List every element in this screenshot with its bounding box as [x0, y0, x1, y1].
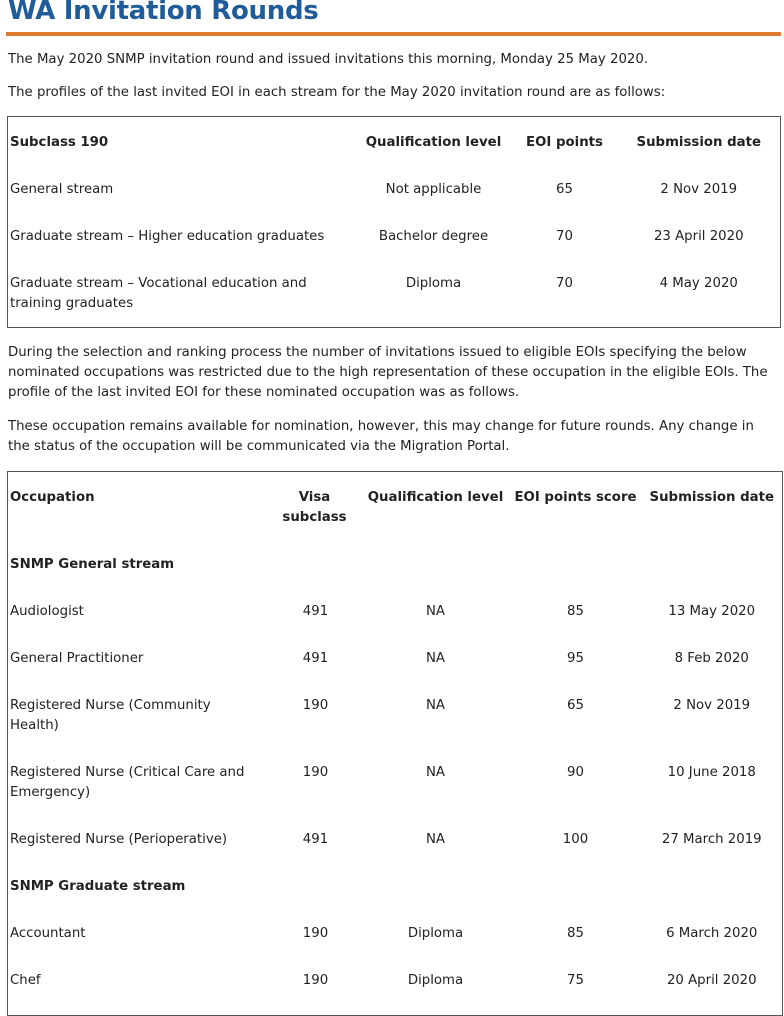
occupation-cell: Audiologist: [10, 603, 84, 619]
qualification-cell: Diploma: [407, 925, 464, 941]
visa-cell: 190: [302, 925, 329, 941]
intro-paragraph-2: The profiles of the last invited EOI in each stream for the May 2020 invitation round are as follows:: [8, 85, 666, 100]
qualification-cell: NA: [425, 603, 446, 619]
points-cell: 95: [567, 650, 584, 666]
points-cell: 65: [567, 697, 584, 713]
col-header-subclass: Subclass 190: [10, 135, 109, 150]
occupation-cell: Registered Nurse (Perioperative): [10, 831, 228, 847]
stream-cell: Graduate stream – Higher education graduates: [10, 228, 325, 244]
table-header-row: [8, 472, 783, 552]
title-underline: [6, 32, 781, 36]
points-cell: 100: [562, 831, 589, 847]
occupation-cell: Registered Nurse (Critical Care and Emergency): [10, 764, 245, 800]
qualification-cell: NA: [425, 650, 446, 666]
occupation-cell: Registered Nurse (Community Health): [10, 697, 211, 733]
intro-paragraph-1: The May 2020 SNMP invitation round and issued invitations this morning, Monday 25 May 2020.: [8, 52, 649, 67]
table-row: [8, 921, 783, 968]
date-cell: 23 April 2020: [653, 228, 744, 244]
col-header-points: EOI points score: [514, 490, 637, 505]
page-title: WA Invitation Rounds: [8, 0, 319, 26]
date-cell: 4 May 2020: [659, 275, 738, 291]
points-cell: 75: [567, 972, 584, 988]
qualification-cell: NA: [425, 697, 446, 713]
occupation-cell: Accountant: [10, 925, 86, 941]
section-row: [8, 874, 783, 921]
qualification-cell: NA: [425, 764, 446, 780]
date-cell: 13 May 2020: [668, 603, 756, 619]
points-cell: 70: [556, 275, 573, 291]
points-cell: 65: [556, 181, 573, 197]
col-header-qualification: Qualification level: [365, 135, 502, 150]
points-cell: 90: [567, 764, 584, 780]
qualification-cell: Not applicable: [385, 181, 482, 197]
date-cell: 27 March 2019: [661, 831, 762, 847]
col-header-occupation: Occupation: [10, 490, 95, 505]
table-row: [8, 827, 783, 874]
visa-cell: 190: [302, 697, 329, 713]
table-row: [8, 258, 781, 328]
section-graduate-stream: SNMP Graduate stream: [10, 878, 186, 894]
date-cell: 20 April 2020: [666, 972, 757, 988]
occupation-cell: Chef: [10, 972, 41, 988]
visa-cell: 491: [302, 650, 329, 666]
date-cell: 2 Nov 2019: [673, 697, 751, 713]
visa-cell: 491: [302, 831, 329, 847]
col-header-date: Submission date: [636, 135, 761, 150]
date-cell: 8 Feb 2020: [674, 650, 749, 666]
col-header-date: Submission date: [649, 490, 774, 505]
section-general-stream: SNMP General stream: [10, 556, 175, 572]
table-row: [8, 646, 783, 693]
table-row: [8, 164, 781, 211]
table-row: [8, 968, 783, 1016]
date-cell: 6 March 2020: [666, 925, 758, 941]
col-header-points: EOI points: [526, 135, 603, 150]
occupation-table: [7, 471, 783, 1016]
qualification-cell: Diploma: [405, 275, 462, 291]
visa-cell: 190: [302, 764, 329, 780]
table-header-row: [8, 117, 781, 164]
points-cell: 85: [567, 603, 584, 619]
stream-cell: Graduate stream – Vocational education and training graduates: [10, 275, 307, 311]
date-cell: 10 June 2018: [667, 764, 756, 780]
occupation-cell: General Practitioner: [10, 650, 144, 666]
visa-cell: 491: [302, 603, 329, 619]
table-row: [8, 693, 783, 760]
table-row: [8, 760, 783, 827]
table-row: [8, 211, 781, 258]
date-cell: 2 Nov 2019: [660, 181, 738, 197]
table-row: [8, 599, 783, 646]
qualification-cell: Diploma: [407, 972, 464, 988]
section-row: [8, 552, 783, 599]
col-header-qualification: Qualification level: [367, 490, 504, 505]
points-cell: 70: [556, 228, 573, 244]
col-header-visa: Visa subclass: [282, 490, 347, 525]
qualification-cell: Bachelor degree: [378, 228, 489, 244]
qualification-cell: NA: [425, 831, 446, 847]
availability-paragraph: These occupation remains available for nomination, however, this may change for future rounds. Any change in the status of the occupation will be communicated via the Migration Portal.: [8, 419, 754, 454]
restriction-paragraph: During the selection and ranking process the number of invitations issued to eligible EOIs specifying the below nominated occupations was restricted due to the high representation of these occupation in the eligible EOIs. The profile of the last invited EOI for these nominated occupation was as follows.: [8, 345, 768, 400]
points-cell: 85: [567, 925, 584, 941]
stream-cell: General stream: [10, 181, 114, 197]
subclass-190-table: [7, 116, 781, 328]
visa-cell: 190: [302, 972, 329, 988]
